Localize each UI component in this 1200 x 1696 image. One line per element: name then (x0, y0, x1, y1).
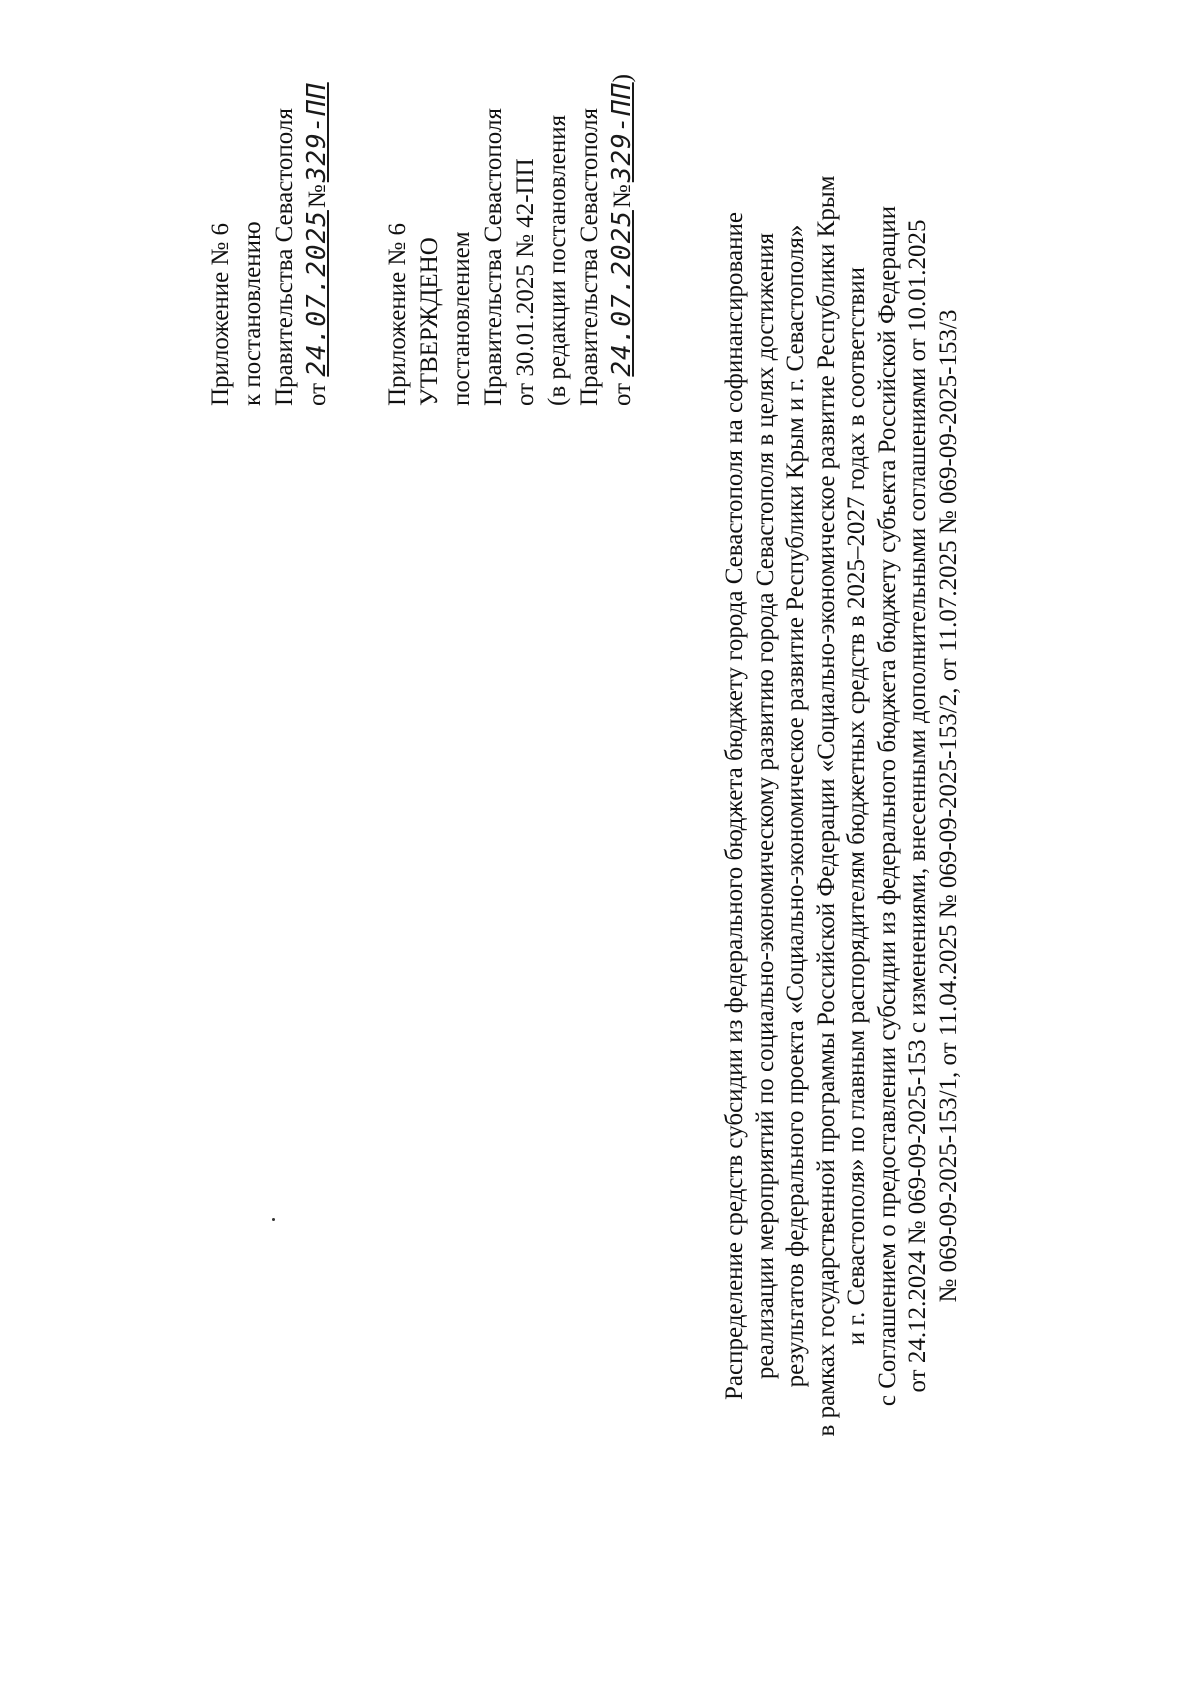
handwritten-date: 24.07.2025 (302, 210, 332, 377)
appendix-number: Приложение № 6 (207, 222, 234, 406)
title-line: от 24.12.2024 № 069-09-2025-153 с изменениями, внесенными дополнительными соглашениями от 10.01.2025 (904, 219, 931, 1393)
handwritten-date: 24.07.2025 (607, 210, 637, 377)
title-line: с Соглашением о предоставлении субсидии из федерального бюджета бюджету субъекта Российской Федерации (873, 205, 901, 1407)
original-resolution-date-number: от 30.01.2025 № 42-ПП (512, 158, 539, 406)
title-line: № 069-09-2025-153/1, от 11.04.2025 № 069-09-2025-153/2, от 11.07.2025 № 069-09-2025-153/3 (934, 309, 962, 1303)
handwritten-number: 329-ПП (302, 82, 332, 183)
appendix-number: Приложение № 6 (384, 222, 411, 406)
closing-paren: ) (609, 73, 636, 83)
title-line: и г. Севастополя» по главным распорядителям бюджетных средств в 2025–2027 годах в соответствии (843, 266, 870, 1346)
number-sign: № (609, 184, 636, 209)
document-title (720, 46, 964, 1566)
approved-label: УТВЕРЖДЕНО (416, 237, 443, 406)
appendix-date-number (606, 26, 639, 406)
edition-note: (в редакции постановления (544, 114, 571, 406)
title-line: в рамках государственной программы Российской Федерации «Социально-экономическое развитие Республики Крым (812, 175, 840, 1437)
scan-speck (272, 1218, 275, 1221)
appendix-government-2: Правительства Севастополя (576, 108, 603, 406)
appendix-header-approved (382, 26, 639, 406)
title-line: результатов федерального проекта «Социально-экономическое развитие Республики Крым и г. Севастополя» (782, 224, 809, 1388)
number-sign: № (304, 184, 331, 209)
appendix-government: Правительства Севастополя (271, 108, 298, 406)
appendix-to-resolution: к постановлению (239, 221, 266, 406)
appendix-date-number (301, 26, 334, 406)
handwritten-number: 329-ПП (607, 82, 637, 183)
appendix-header-current (205, 26, 334, 406)
by-resolution: постановлением (448, 231, 475, 406)
appendix-government: Правительства Севастополя (480, 108, 507, 406)
title-line: реализации мероприятий по социально-экономическому развитию города Севастополя в целях достижения (751, 232, 779, 1380)
from-prefix: от (609, 382, 636, 406)
from-prefix: от (304, 382, 331, 406)
title-line: Распределение средств субсидии из федерального бюджета бюджету города Севастополя на софинансирование (721, 212, 748, 1400)
